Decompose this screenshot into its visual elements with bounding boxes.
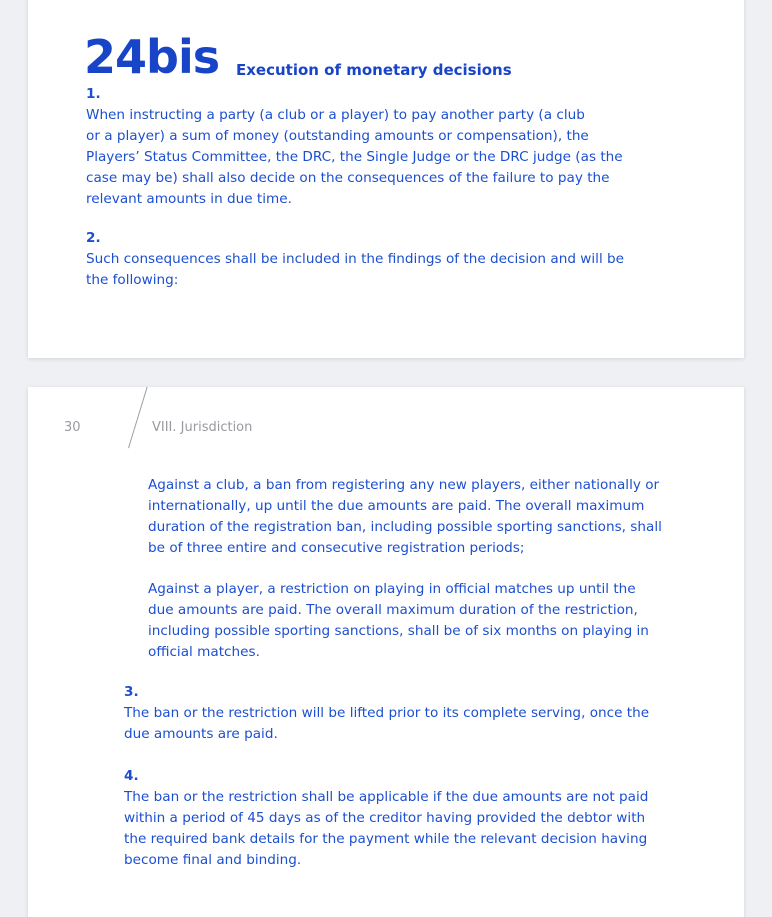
paragraph-text: The ban or the restriction shall be applicable if the due amounts are not paid within a period of 45 days as of the creditor having provided the debtor with the required bank details for the payment while the relevant decision having become final and binding. [124,789,649,868]
paragraph-4 [124,766,694,871]
paragraph-text: When instructing a party (a club or a player) to pay another party (a club or a player) a sum of money (outstanding amounts or compensation), the Players’ Status Committee, the DRC, the Single Judge or the DRC judge (as the case may be) shall also decide on the consequences of the failure to pay the relevant amounts in due time. [86,107,623,207]
paragraph-number: 4. [124,768,139,784]
paragraph-text: The ban or the restriction will be lifted prior to its complete serving, once the due amounts are paid. [124,705,650,742]
paragraph-number: 3. [124,684,139,700]
consequence-text: Against a club, a ban from registering any new players, either nationally or internationally, up until the due amounts are paid. The overall maximum duration of the registration ban, including possible sporting sanctions, shall be of three entire and consecutive registration periods; [148,477,662,556]
paragraph-number: 1. [86,86,101,102]
paragraph-3 [124,682,694,745]
consequence-club [148,475,688,559]
consequence-text: Against a player, a restriction on playing in official matches up until the due amounts are paid. The overall maximum duration of the restriction, including possible sporting sanctions, shall be of six months on playing in official matches. [148,581,649,660]
paragraph-1 [86,84,646,210]
paragraph-text: Such consequences shall be included in the findings of the decision and will be the following: [86,251,625,288]
page-number: 30 [64,420,81,435]
paragraph-2 [86,228,646,291]
paragraph-number: 2. [86,230,101,246]
section-title: VIII. Jurisdiction [152,420,253,435]
article-number: 24bis [84,30,220,84]
consequence-player [148,579,688,663]
article-title: Execution of monetary decisions [236,61,512,79]
